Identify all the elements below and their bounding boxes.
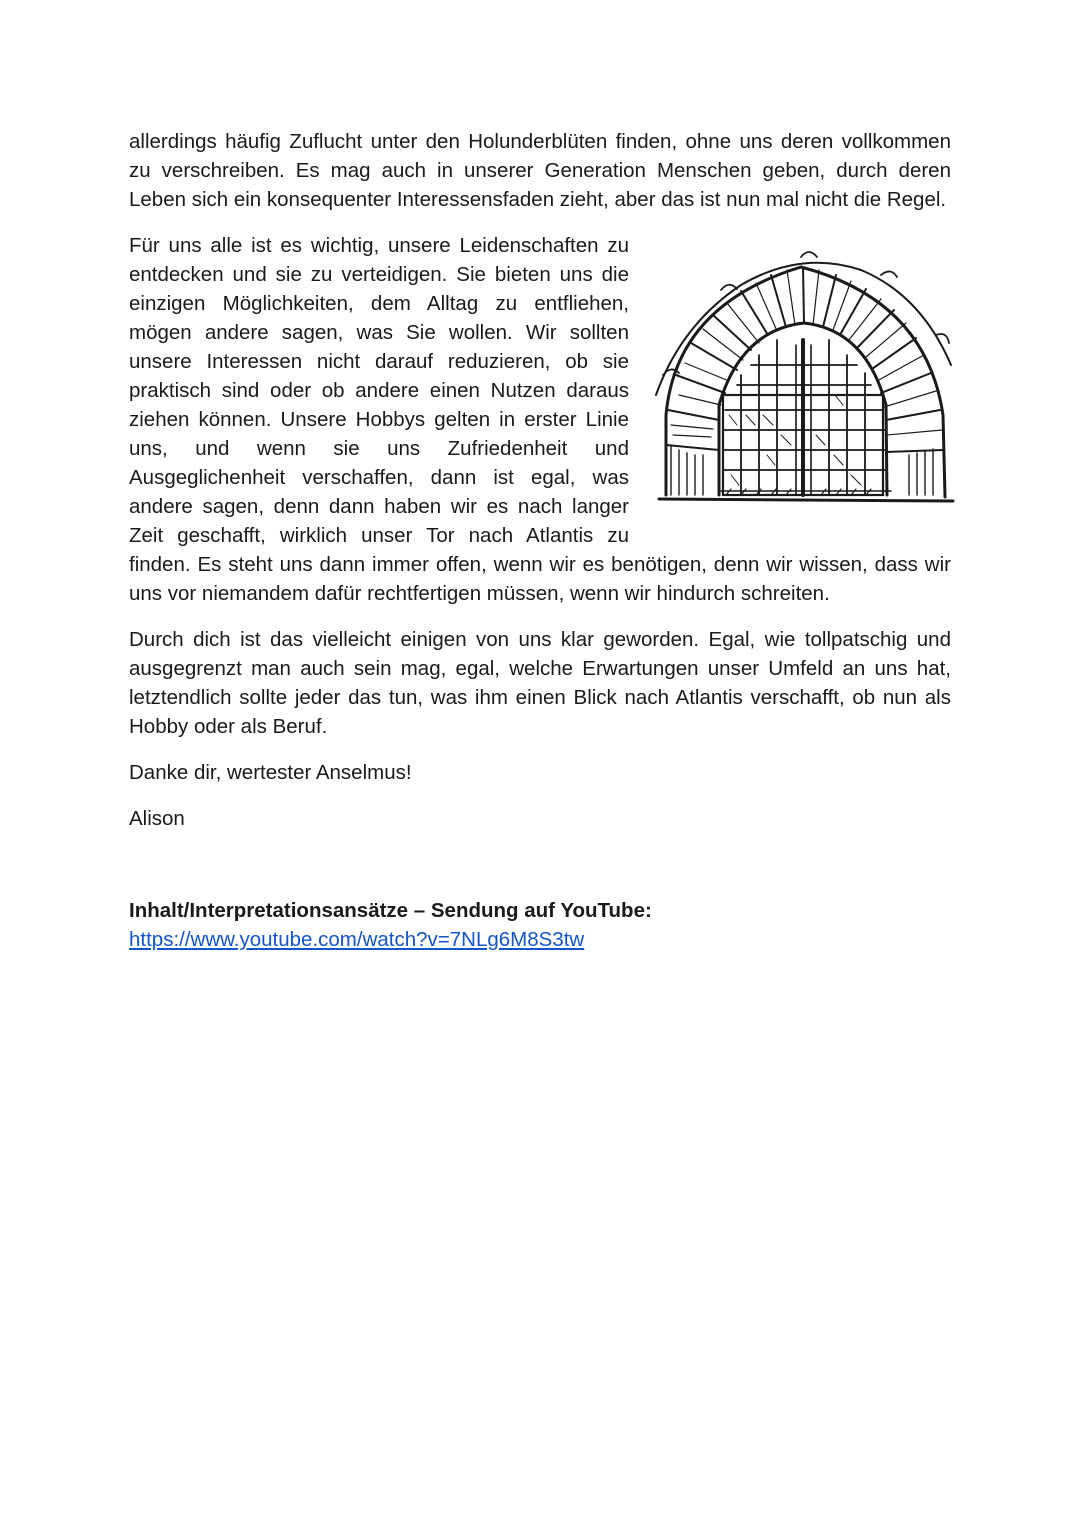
closing-thanks: Danke dir, wertester Anselmus! — [129, 761, 412, 784]
paragraph-refuge: allerdings häufig Zuflucht unter den Holunderblüten finden, ohne uns deren vollkommen zu verschreiben. Es mag auch in unserer Generation Menschen geben, durch deren Leben sich ein konsequenter Interessensfaden zieht, aber das ist nun mal nicht die Regel. — [129, 130, 951, 211]
paragraph-atlantis: Durch dich ist das vielleicht einigen von uns klar geworden. Egal, wie tollpatschig und ausgegrenzt man auch sein mag, egal, welche Erwartungen unser Umfeld an uns hat, letztendlich sollte jeder das tun, was ihm einen Blick nach Atlantis verschafft, ob nun als Hobby oder als Beruf. — [129, 628, 951, 738]
arched-gate-sketch-icon — [651, 245, 961, 527]
youtube-link[interactable]: https://www.youtube.com/watch?v=7NLg6M8S3tw — [129, 928, 585, 951]
signature: Alison — [129, 807, 185, 830]
footer-heading: Inhalt/Interpretationsansätze – Sendung auf YouTube: — [129, 899, 652, 922]
paragraph-passions: Für uns alle ist es wichtig, unsere Leidenschaften zu entdecken und sie zu verteidigen. Sie bieten uns die einzigen Möglichkeiten, dem Alltag zu entfliehen, mögen andere sagen, was Sie wollen. Wir sollten unsere Interessen nicht darauf reduzieren, ob sie praktisch sind oder ob andere einen Nutzen daraus ziehen können. Unsere Hobbys gelten in erster Linie uns, und wenn sie uns Zufriedenheit und Ausgeglichenheit verschaffen, dann ist egal, was andere sagen, denn dann haben wir es nach langer Zeit geschafft, wirklich unser Tor nach Atlantis zu finden. Es steht uns dann immer offen, wenn wir es benötigen, denn wir wissen, dass wir uns vor niemandem dafür rechtfertigen müssen, wenn wir hindurch schreiten. — [129, 234, 951, 605]
paragraph-with-figure — [129, 231, 951, 625]
document-page — [129, 127, 951, 954]
